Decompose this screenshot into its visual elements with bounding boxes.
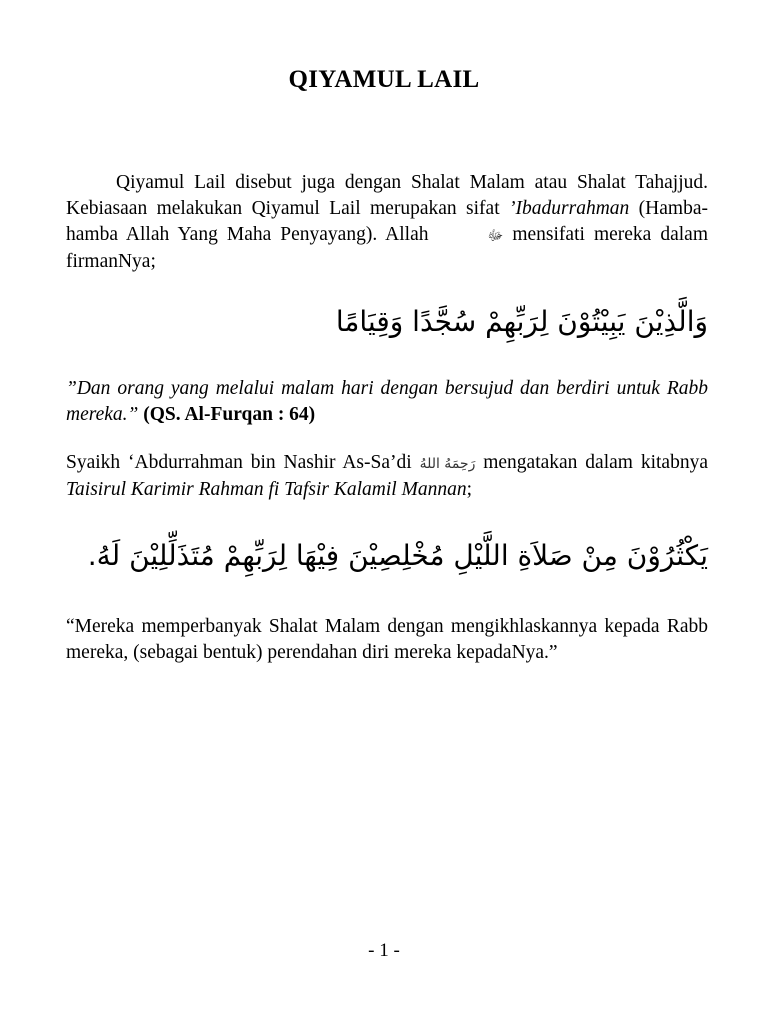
verse-translation-text: ”Dan orang yang melalui malam hari dengan bersujud dan berdiri untuk Rabb mereka.” bbox=[66, 378, 708, 425]
tafsir-book-title: Taisirul Karimir Rahman fi Tafsir Kalamil Mannan bbox=[66, 478, 467, 500]
intro-italic-term: ’Ibadurrahman bbox=[509, 198, 630, 219]
intro-text-1: Qiyamul Lail disebut juga dengan Shalat Malam atau Shalat Tahajjud. Kebiasaan melakukan Qiyamul Lail merupakan sifat bbox=[66, 172, 708, 219]
tafsir-translation: “Mereka memperbanyak Shalat Malam dengan mengikhlaskannya kepada Rabb mereka, (sebagai bentuk) perendahan diri mereka kepadaNya.” bbox=[66, 616, 708, 663]
page-number: - 1 - bbox=[368, 940, 400, 961]
rahimahullah-honorific-icon: رَحِمَهُ اللهُ bbox=[419, 455, 476, 472]
tafsir-text-3: ; bbox=[466, 478, 472, 500]
page-title: QIYAMUL LAIL bbox=[288, 66, 480, 93]
verse-translation bbox=[66, 376, 708, 428]
tafsir-paragraph bbox=[66, 450, 708, 503]
verse-reference: (QS. Al-Furqan : 64) bbox=[143, 404, 316, 425]
intro-text-2: (Hamba-hamba Allah Yang Maha Penyayang). Allah bbox=[66, 198, 708, 245]
intro-paragraph bbox=[66, 170, 708, 275]
tafsir-text-1: Syaikh ‘Abdurrahman bin Nashir As-Sa’di bbox=[66, 452, 420, 473]
quran-verse-arabic: وَالَّذِيْنَ يَبِيْتُوْنَ لِرَبِّهِمْ سُجَّدًا وَقِيَامًا bbox=[335, 305, 708, 338]
allah-honorific-icon: ﷻ bbox=[487, 227, 504, 244]
intro-text-3: mensifati mereka dalam firmanNya; bbox=[66, 224, 708, 272]
tafsir-text-2: mengatakan dalam kitabnya bbox=[475, 452, 708, 473]
tafsir-quote-arabic: يَكْثُرُوْنَ مِنْ صَلاَةِ اللَّيْلِ مُخْلِصِيْنَ فِيْهَا لِرَبِّهِمْ مُتَذَلِّلِيْنَ لَهُ. bbox=[87, 539, 708, 572]
